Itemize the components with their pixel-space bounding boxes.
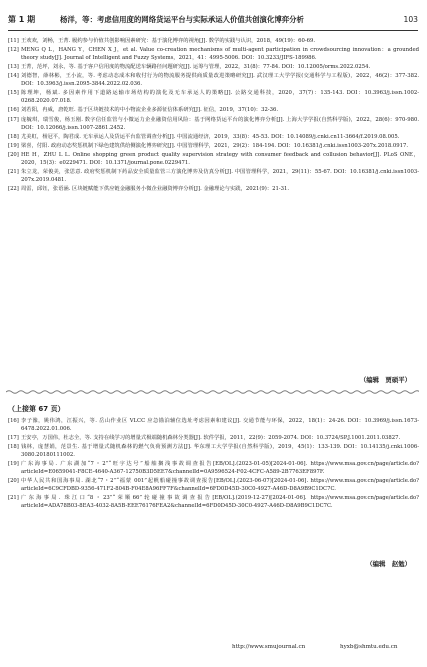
reference-text: 周雷，邱钰，张语涵. 区块链赋能下供应链金融服务小微企业融资博弈分析[J]. 金融理论与实践，2021(9)：21-31. <box>21 186 290 192</box>
reference-number: [19] <box>8 461 19 468</box>
issue-number: 第 1 期 <box>8 15 36 24</box>
reference-number: [20] <box>8 478 19 485</box>
reference-text: 尤美虹，杨冠平，陶君成. 无车承运人及货运平台监管调查分析[J]. 中国流通经济，2019，33(8)：45-53. DOI：10.14089/j.cnki.cn11-3664/f.2019.08.005. <box>21 133 400 140</box>
reference-item <box>8 47 419 63</box>
reference-text: HE H，ZHU L L. Online shopping green product quality supervision strategy with consumer feedback and collusion behavior[J]. PLoS ONE，2020，15(3)：e0229471. DOI：10.1371/journal.pone.0229471. <box>21 151 419 166</box>
reference-text: 朱立龙，荣俊美，张思意. 政府奖惩机制下药品安全质量监管三方演化博弈及仿真分析[J]. 中国管理科学，2021，29(11)：55-67. DOI：10.16381/j.cnki.issn1003-207x.2019.0481. <box>21 168 419 183</box>
reference-item <box>8 117 419 133</box>
reference-item <box>8 107 419 115</box>
reference-text: 刘德智，薛林彬，王小流，等. 考虑动态成本和收付行为的物流服务提供商质量改进策略研究[J]. 武汉理工大学学报(交通科学与工程版)，2022，46(2)：377-382. DOI：10.3963/j.issn.2095-3844.2022.02.036. <box>21 73 419 88</box>
reference-item <box>8 495 419 511</box>
running-header <box>8 14 418 28</box>
page-number: 103 <box>403 15 418 24</box>
editor-credit: （编辑 贾硕平） <box>359 376 411 384</box>
reference-number: [15] <box>8 90 19 97</box>
reference-text: 王菁，范坪，刘永，等. 基于客户信用度的物流配送车辆路径问题研究[J]. 运筹与管理，2022，31(8)：77-84. DOI：10.12005/orms.2022.0254. <box>21 64 371 71</box>
reference-number: [21] <box>8 168 19 175</box>
reference-text: 王欢欢，刘畅，王菁. 履约参与价值共创影响因素研究：基于演化博弈的视角[J]. 数学的实践与认识，2018，49(19)：60-69. <box>21 38 316 44</box>
reference-item <box>8 134 419 142</box>
reference-text: 王安亭，万国伟，杜志全，等. 支持在线学习的增量式极端随机森林分类器[J]. 软件学报，2011，22(9)：2059-2074. DOI：10.3724/SP.J.1001.2011.03827. <box>21 435 401 442</box>
reference-number: [18] <box>8 133 19 140</box>
reference-item <box>8 73 419 89</box>
reference-item <box>8 169 419 185</box>
reference-number: [17] <box>8 435 19 442</box>
reference-number: [16] <box>8 418 19 424</box>
reference-text: 广东海事局. 广东湖加“7・2”“旺宇达号”船舶搁浅事故调查报告[EB/OL].(2023-01-05)[2024-01-06]. https://www.msa.gov.cn/page/article.do?articleId=E0659041-F8CE-4640-A367-12750B3D5EE7&channelId=0A9596524-F02-4CFC-A589-2B7763EF897F. <box>21 461 419 476</box>
reference-text: 梁喜，付阳. 政府动态奖惩机制下绿色建筑供给侧演化博弈研究[J]. 中国管理科学，2021，29(2)：184-194. DOI：10.16381/j.cnki.issn1003-207x.2018.0917. <box>21 142 409 149</box>
reference-number: [17] <box>8 116 19 123</box>
reference-item <box>8 152 419 168</box>
reference-text: 庞毓琪，瑞雪俊，杨玉刚. 数字信任监管与小微运力企业融资信用风险：基于网络货运平台的演化博弈分析[J]. 上海大学学报(自然科学版)，2022，28(6)：970-980. DOI：10.12066/j.issn.1007-2861.2452. <box>21 116 419 131</box>
reference-number: [16] <box>8 107 19 114</box>
reference-text: 刘若阳，冉威，唐乾旺. 基于区块链技术的中小物流企业多源征信体系研究[J]. 征信，2019，37(10)：32-36. <box>21 107 279 114</box>
reference-number: [18] <box>8 444 19 451</box>
reference-text: 陈理坤，杨斌. 多因素作用下道路运输市场结构的演化及无车承运人的策略[J]. 公路交通科技，2020，37(7)：135-143. DOI：10.3963/j.issn.1002-0268.2020.07.018. <box>21 90 419 105</box>
journal-email[interactable]: hyxb@shmtu.edu.cn <box>340 644 398 650</box>
section-divider <box>6 389 419 395</box>
reference-item <box>8 444 419 460</box>
reference-item <box>8 435 419 443</box>
continued-from-label: （上接第 67 页） <box>8 405 65 413</box>
reference-list-bottom <box>8 418 419 512</box>
reference-item <box>8 64 419 72</box>
editor-credit: （编辑 赵勉） <box>366 560 411 568</box>
reference-number: [11] <box>8 38 19 44</box>
reference-item <box>8 143 419 151</box>
reference-text: 中华人民共和国海事局. 湖北“7・2”“福蒙 001”起帆船碰撞事故调查报告[EB/OL].(2023-06-07)[2024-01-06]. https://www.msa.gov.cn/page/article.do?articleId=6C9CFDBD-9356-471F2-804B-F04E8A96FF7F&channelId=6FD0D45D-30C0-4927-A46D-D8A9B9C1DC7C. <box>21 478 419 493</box>
reference-list-top <box>8 38 419 195</box>
reference-number: [19] <box>8 142 19 149</box>
reference-item <box>8 90 419 106</box>
journal-url[interactable]: http://www.smujournal.cn <box>232 644 306 650</box>
header-rule <box>8 30 418 31</box>
reference-text: 钱林，庞慧娟，范景生. 基于增量式随机森林的燃气负荷预测方法[J]. 华东理工大学学报(自然科学版)，2019，45(1)：133-139. DOI：10.14135/j.cnki.1006-3080.20180111002. <box>21 444 419 459</box>
reference-number: [21] <box>8 495 19 502</box>
reference-number: [20] <box>8 151 19 158</box>
reference-text: 广东海事局. 珠江口“8・23”“荣顺66”轮碰撞事故调查报告[EB/OL].(2019-12-27)[2024-01-06]. https://www.msa.gov.cn/page/article.do?articleId=ADA78B03-8EA3-4032-8A5B-EEE76176FEA2&channelId=6FD0D45D-30C0-4927-A46D-D8A9B9C1DC7C. <box>21 495 419 510</box>
running-title: 杨洋，等：考虑信用度的网络货运平台与实际承运人价值共创演化博弈分析 <box>60 15 304 24</box>
reference-number: [14] <box>8 73 19 80</box>
reference-text: 李子豫，姚伟鸿，江振兴，等. 岳山作业区 VLCC 应急锚泊辅位选址考虑因素和建议[J]. 交通节能与环保，2022，18(1)：24-26. DOI：10.3969/j.issn.1673-6478.2022.01.006. <box>21 418 419 432</box>
reference-item <box>8 418 419 434</box>
reference-number: [13] <box>8 64 19 71</box>
reference-item <box>8 478 419 494</box>
reference-item <box>8 186 419 194</box>
reference-item <box>8 461 419 477</box>
reference-text: MENG Q L，HANG Y，CHEN X J，et al. Value co-creation mechanisms of multi-agent participation in crowdsourcing innovation：a grounded theory study[J]. Journal of Intelligent and Fuzzy Systems，2021，41：4995-5006. DOI：10.3233/JIFS-189986. <box>21 47 419 62</box>
reference-item <box>8 38 419 46</box>
reference-number: [22] <box>8 186 19 192</box>
reference-number: [12] <box>8 47 19 54</box>
